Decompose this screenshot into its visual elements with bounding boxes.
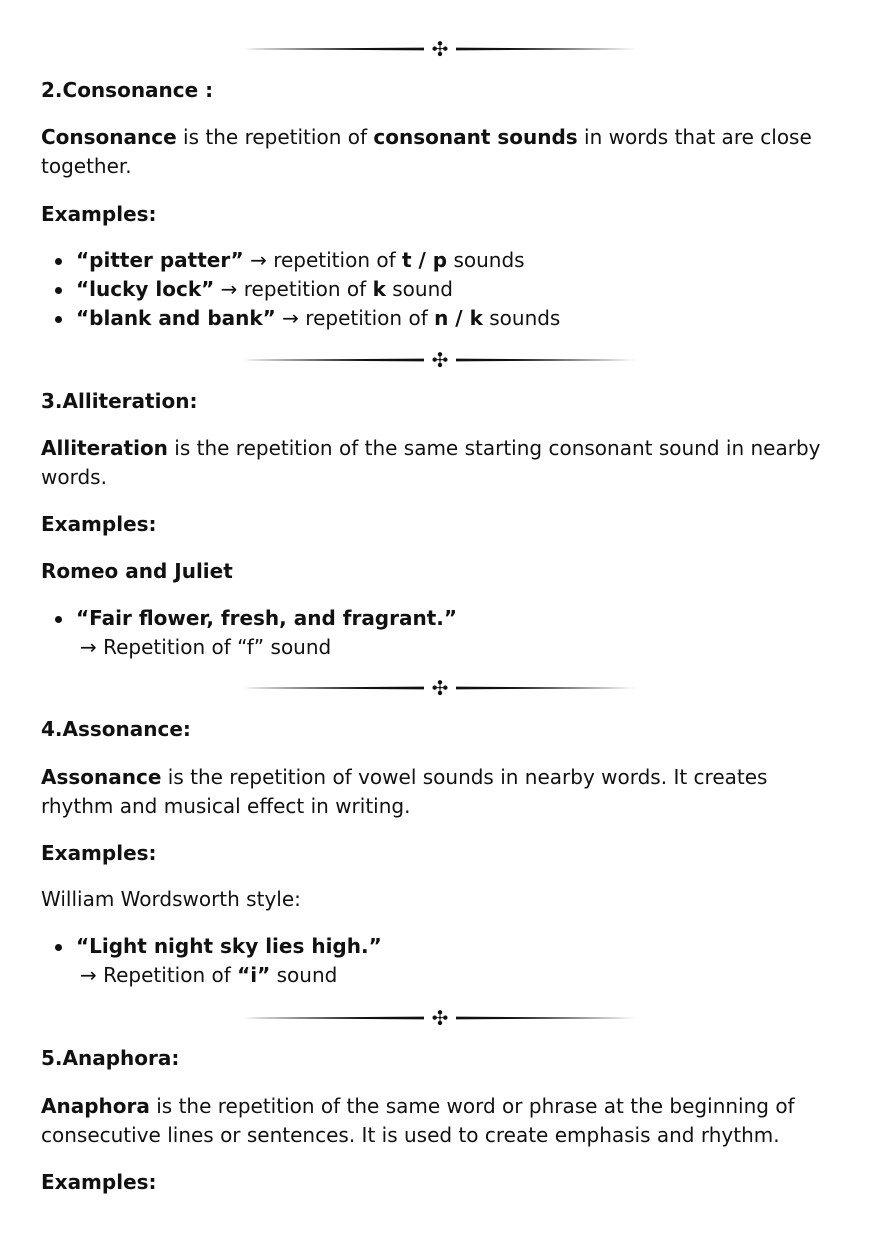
ornamental-divider-icon bbox=[244, 678, 636, 698]
list-item: “pitter patter” → repetition of t / p sounds bbox=[41, 246, 840, 275]
definition-anaphora bbox=[41, 1092, 840, 1150]
example-source: Romeo and Juliet bbox=[41, 559, 233, 583]
examples-label: Examples: bbox=[41, 512, 157, 536]
list-item: “lucky lock” → repetition of k sound bbox=[41, 275, 840, 304]
alliteration-example-list bbox=[41, 604, 840, 662]
ornamental-divider-icon bbox=[244, 1008, 636, 1028]
term: Consonance bbox=[41, 125, 177, 149]
definition-text: is the repetition of bbox=[176, 125, 374, 149]
definition-text: is the repetition of vowel sounds in nearby words. It creates rhythm and musical effect in writing. bbox=[41, 765, 768, 818]
definition-alliteration bbox=[41, 434, 840, 492]
section-heading-assonance: 4.Assonance: bbox=[41, 717, 191, 741]
ornamental-divider-icon bbox=[244, 39, 636, 59]
examples-label: Examples: bbox=[41, 841, 157, 865]
definition-consonance bbox=[41, 123, 840, 181]
definition-text: is the repetition of the same word or phrase at the beginning of consecutive lines or sentences. It is used to create emphasis and rhythm. bbox=[41, 1094, 795, 1147]
divider-glyph: ✣ bbox=[431, 39, 449, 59]
definition-text: is the repetition of the same starting consonant sound in nearby words. bbox=[41, 436, 821, 489]
examples-label: Examples: bbox=[41, 202, 157, 226]
examples-label: Examples: bbox=[41, 1170, 157, 1194]
example-source: William Wordsworth style: bbox=[41, 887, 301, 911]
divider-glyph: ✣ bbox=[431, 350, 449, 370]
divider-glyph: ✣ bbox=[431, 1008, 449, 1028]
example-note: → Repetition of “f” sound bbox=[80, 635, 332, 659]
definition-assonance bbox=[41, 763, 840, 821]
assonance-example-list bbox=[41, 932, 840, 990]
list-item bbox=[41, 604, 840, 662]
example-quote: “Fair flower, fresh, and fragrant.” bbox=[76, 606, 458, 630]
ornamental-divider-icon bbox=[244, 350, 636, 370]
term: Alliteration bbox=[41, 436, 168, 460]
definition-emphasis: consonant sounds bbox=[373, 125, 578, 149]
term: Anaphora bbox=[41, 1094, 150, 1118]
section-heading-consonance: 2.Consonance : bbox=[41, 78, 214, 102]
divider-glyph: ✣ bbox=[431, 678, 449, 698]
consonance-example-list bbox=[41, 246, 840, 333]
example-note: → Repetition of “i” sound bbox=[80, 963, 338, 987]
section-heading-alliteration: 3.Alliteration: bbox=[41, 389, 198, 413]
term: Assonance bbox=[41, 765, 162, 789]
list-item bbox=[41, 932, 840, 990]
definition-text: in words that are close together. bbox=[41, 125, 812, 178]
example-quote: “Light night sky lies high.” bbox=[76, 934, 382, 958]
list-item: “blank and bank” → repetition of n / k sounds bbox=[41, 304, 840, 333]
section-heading-anaphora: 5.Anaphora: bbox=[41, 1046, 180, 1070]
